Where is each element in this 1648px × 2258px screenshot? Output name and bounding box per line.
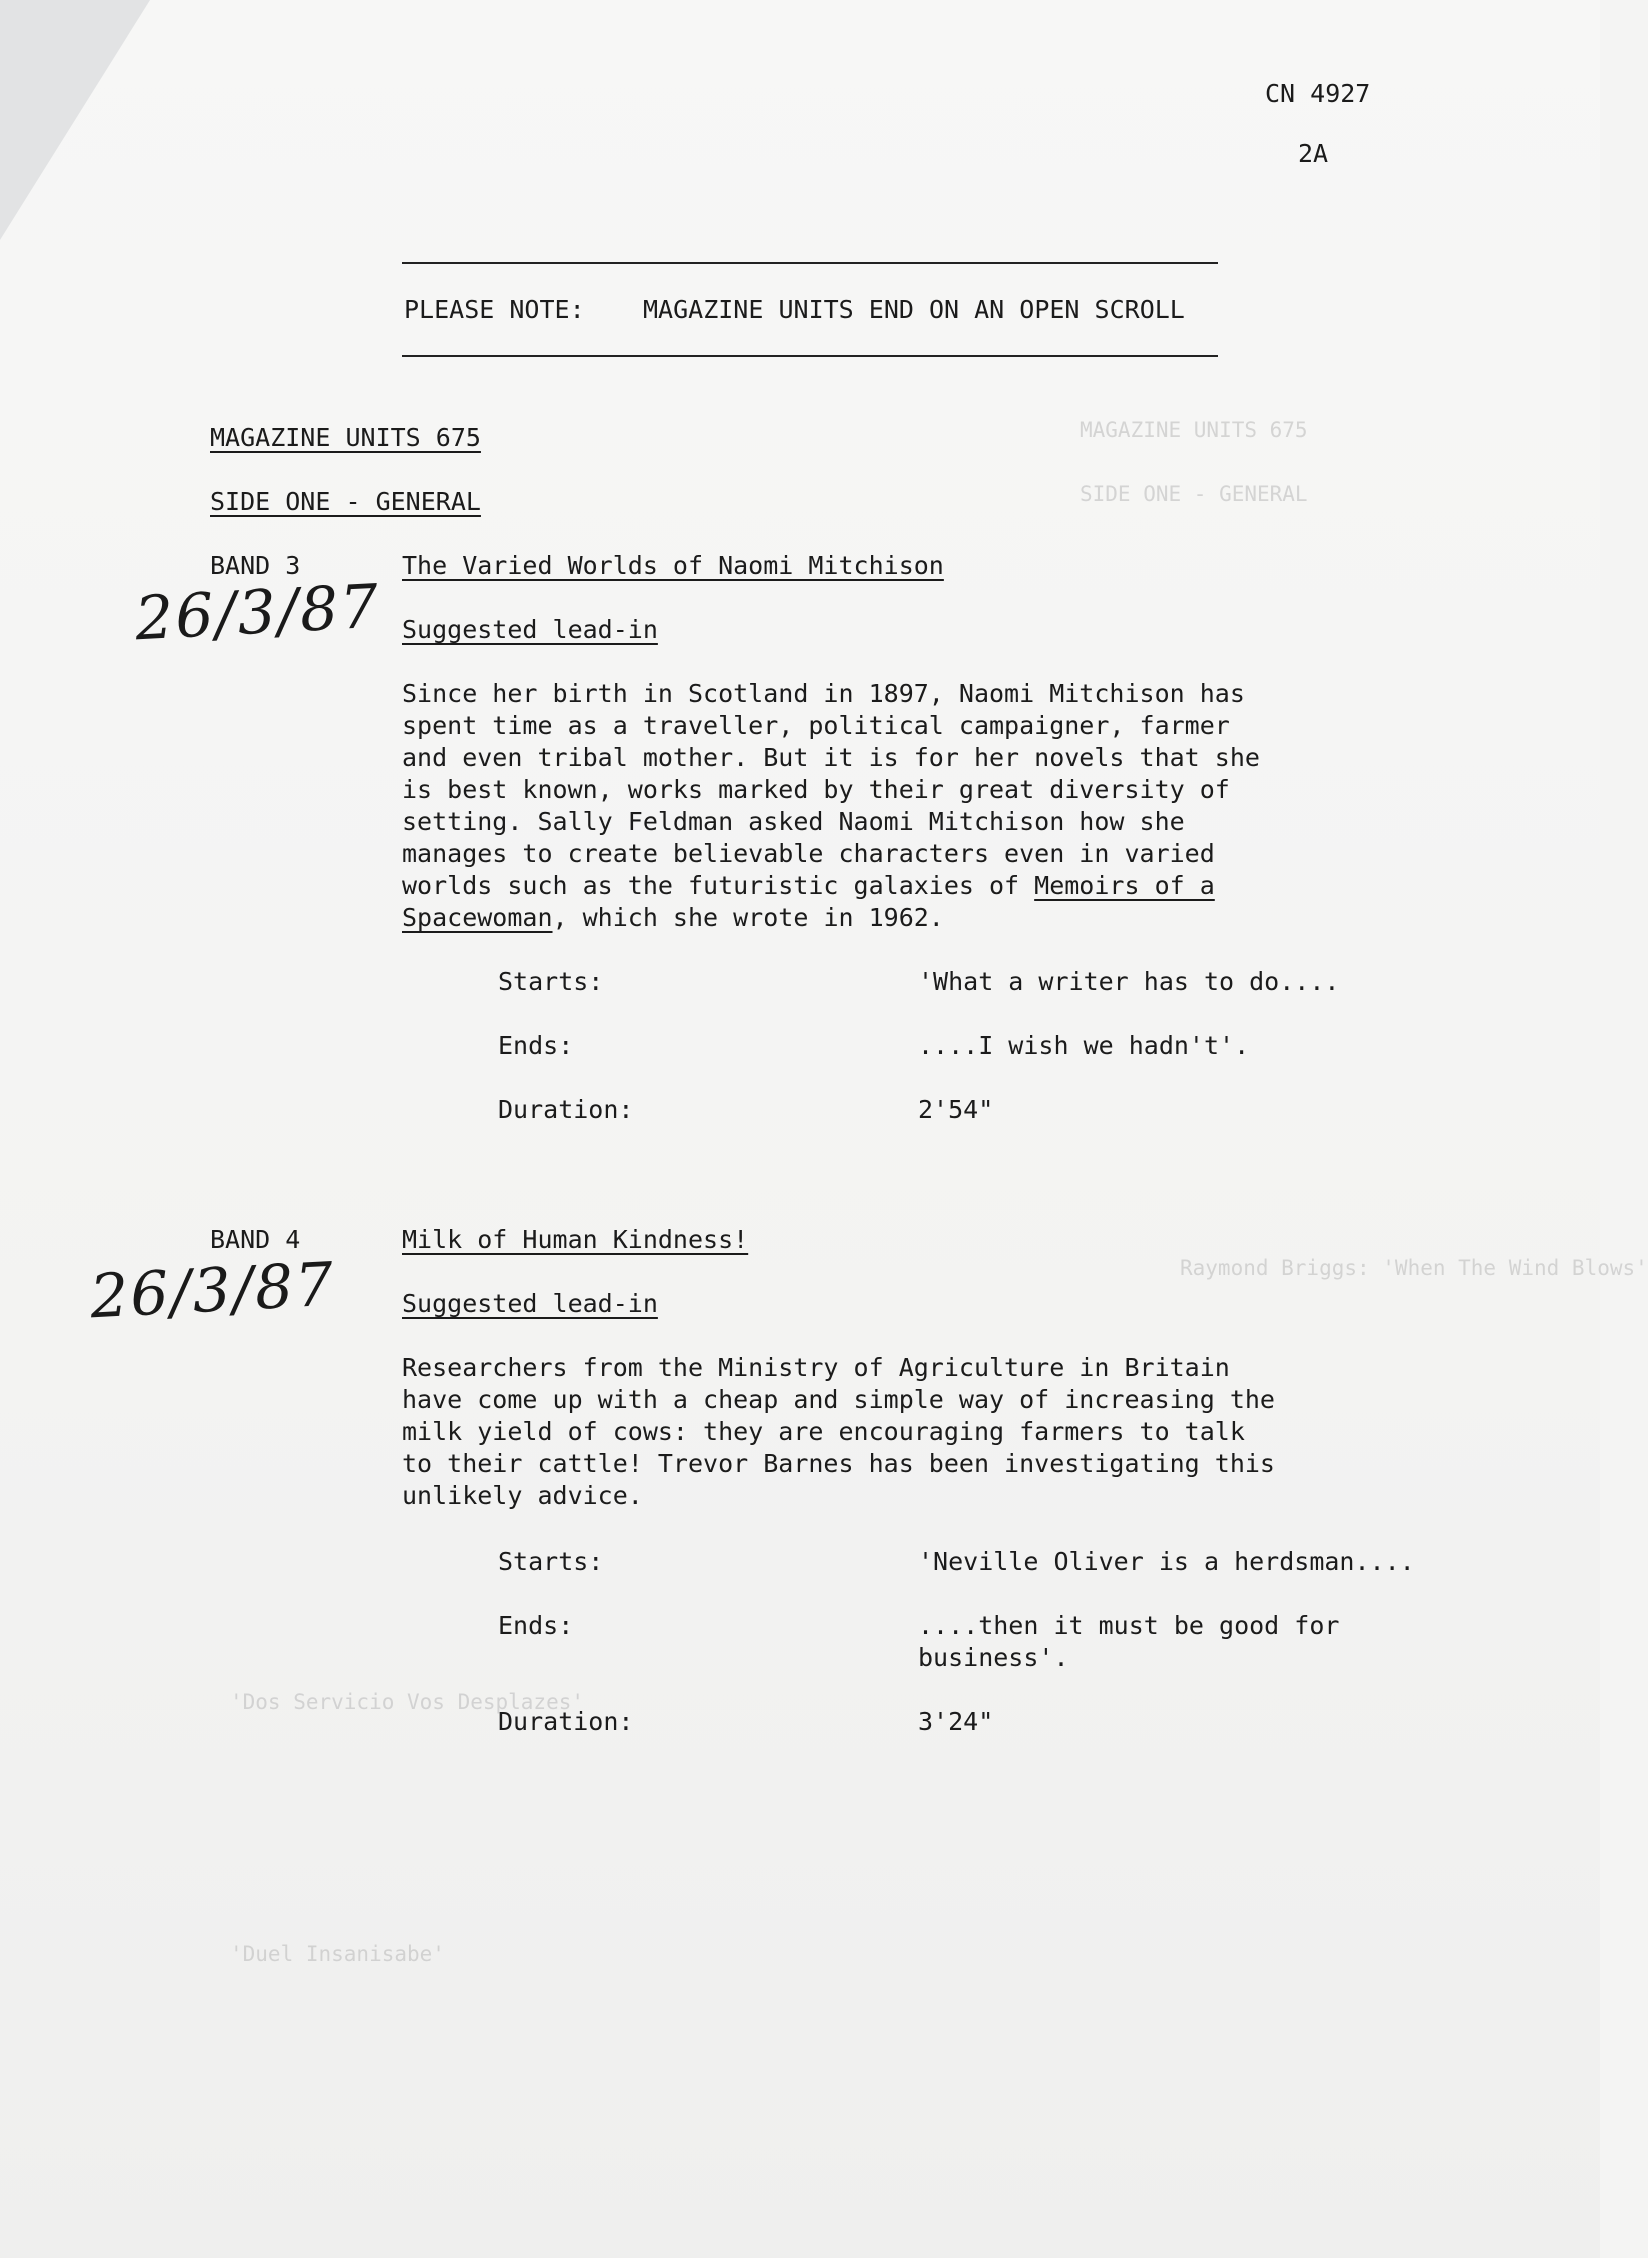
book-title: Memoirs of a Spacewoman — [402, 871, 1215, 932]
duration-value: 2'54" — [918, 1095, 994, 1124]
section-title: MAGAZINE UNITS 675 — [210, 423, 481, 452]
duration-label: Duration: — [498, 1095, 634, 1124]
note-label: PLEASE NOTE: — [404, 295, 585, 324]
duration-value: 3'24" — [918, 1707, 994, 1736]
ends-label: Ends: — [498, 1611, 574, 1640]
starts-value: 'What a writer has to do.... — [918, 967, 1340, 996]
handwritten-date: 26/3/87 — [133, 571, 382, 655]
ends-value: ....then it must be good for business'. — [918, 1611, 1340, 1672]
leadin-text: Researchers from the Ministry of Agriculture in Britain have come up with a cheap and simple way of increasing the milk yield of cows: they are encouraging farmers to talk to their cattle! Trevor Barnes has been investigating this unlikely advice. — [402, 1353, 1275, 1510]
note-text: MAGAZINE UNITS END ON AN OPEN SCROLL — [643, 295, 1185, 324]
band-label: BAND 4 — [210, 1225, 301, 1254]
bleed-through: 'Duel Insanisabe' — [230, 1942, 445, 1966]
leadin-text: Since her birth in Scotland in 1897, Naomi Mitchison has spent time as a traveller, political campaigner, farmer and even tribal mother. But it is for her novels that she is best known, works marked by their great diversity of setting. Sally Feldman asked Naomi Mitchison how she manages to create believable characters even in varied worlds such as the futuristic galaxies of Memoirs of a Spacewoman, which she wrote in 1962. — [402, 679, 1260, 932]
band-title: Milk of Human Kindness! — [402, 1225, 749, 1254]
ends-label: Ends: — [498, 1031, 574, 1060]
note-bottom-rule — [402, 355, 1218, 357]
band-label: BAND 3 — [210, 551, 301, 580]
bleed-through: 'Dos Servicio Vos Desplazes' — [230, 1690, 585, 1714]
bleed-through: SIDE ONE - GENERAL — [1080, 482, 1308, 506]
handwritten-date: 26/3/87 — [88, 1249, 337, 1333]
starts-label: Starts: — [498, 967, 604, 996]
starts-value: 'Neville Oliver is a herdsman.... — [918, 1547, 1415, 1576]
bleed-through: MAGAZINE UNITS 675 — [1080, 418, 1308, 442]
leadin-label: Suggested lead-in — [402, 1289, 658, 1318]
page-number: 2A — [1298, 139, 1329, 168]
starts-label: Starts: — [498, 1547, 604, 1576]
reference-number: CN 4927 — [1265, 79, 1371, 108]
duration-label: Duration: — [498, 1707, 634, 1736]
folded-corner — [0, 0, 150, 240]
bleed-through: Raymond Briggs: 'When The Wind Blows' — [1180, 1256, 1648, 1280]
leadin-label: Suggested lead-in — [402, 615, 658, 644]
note-top-rule — [402, 262, 1218, 264]
band-title: The Varied Worlds of Naomi Mitchison — [402, 551, 944, 580]
section-subtitle: SIDE ONE - GENERAL — [210, 487, 481, 516]
ends-value: ....I wish we hadn't'. — [918, 1031, 1250, 1060]
